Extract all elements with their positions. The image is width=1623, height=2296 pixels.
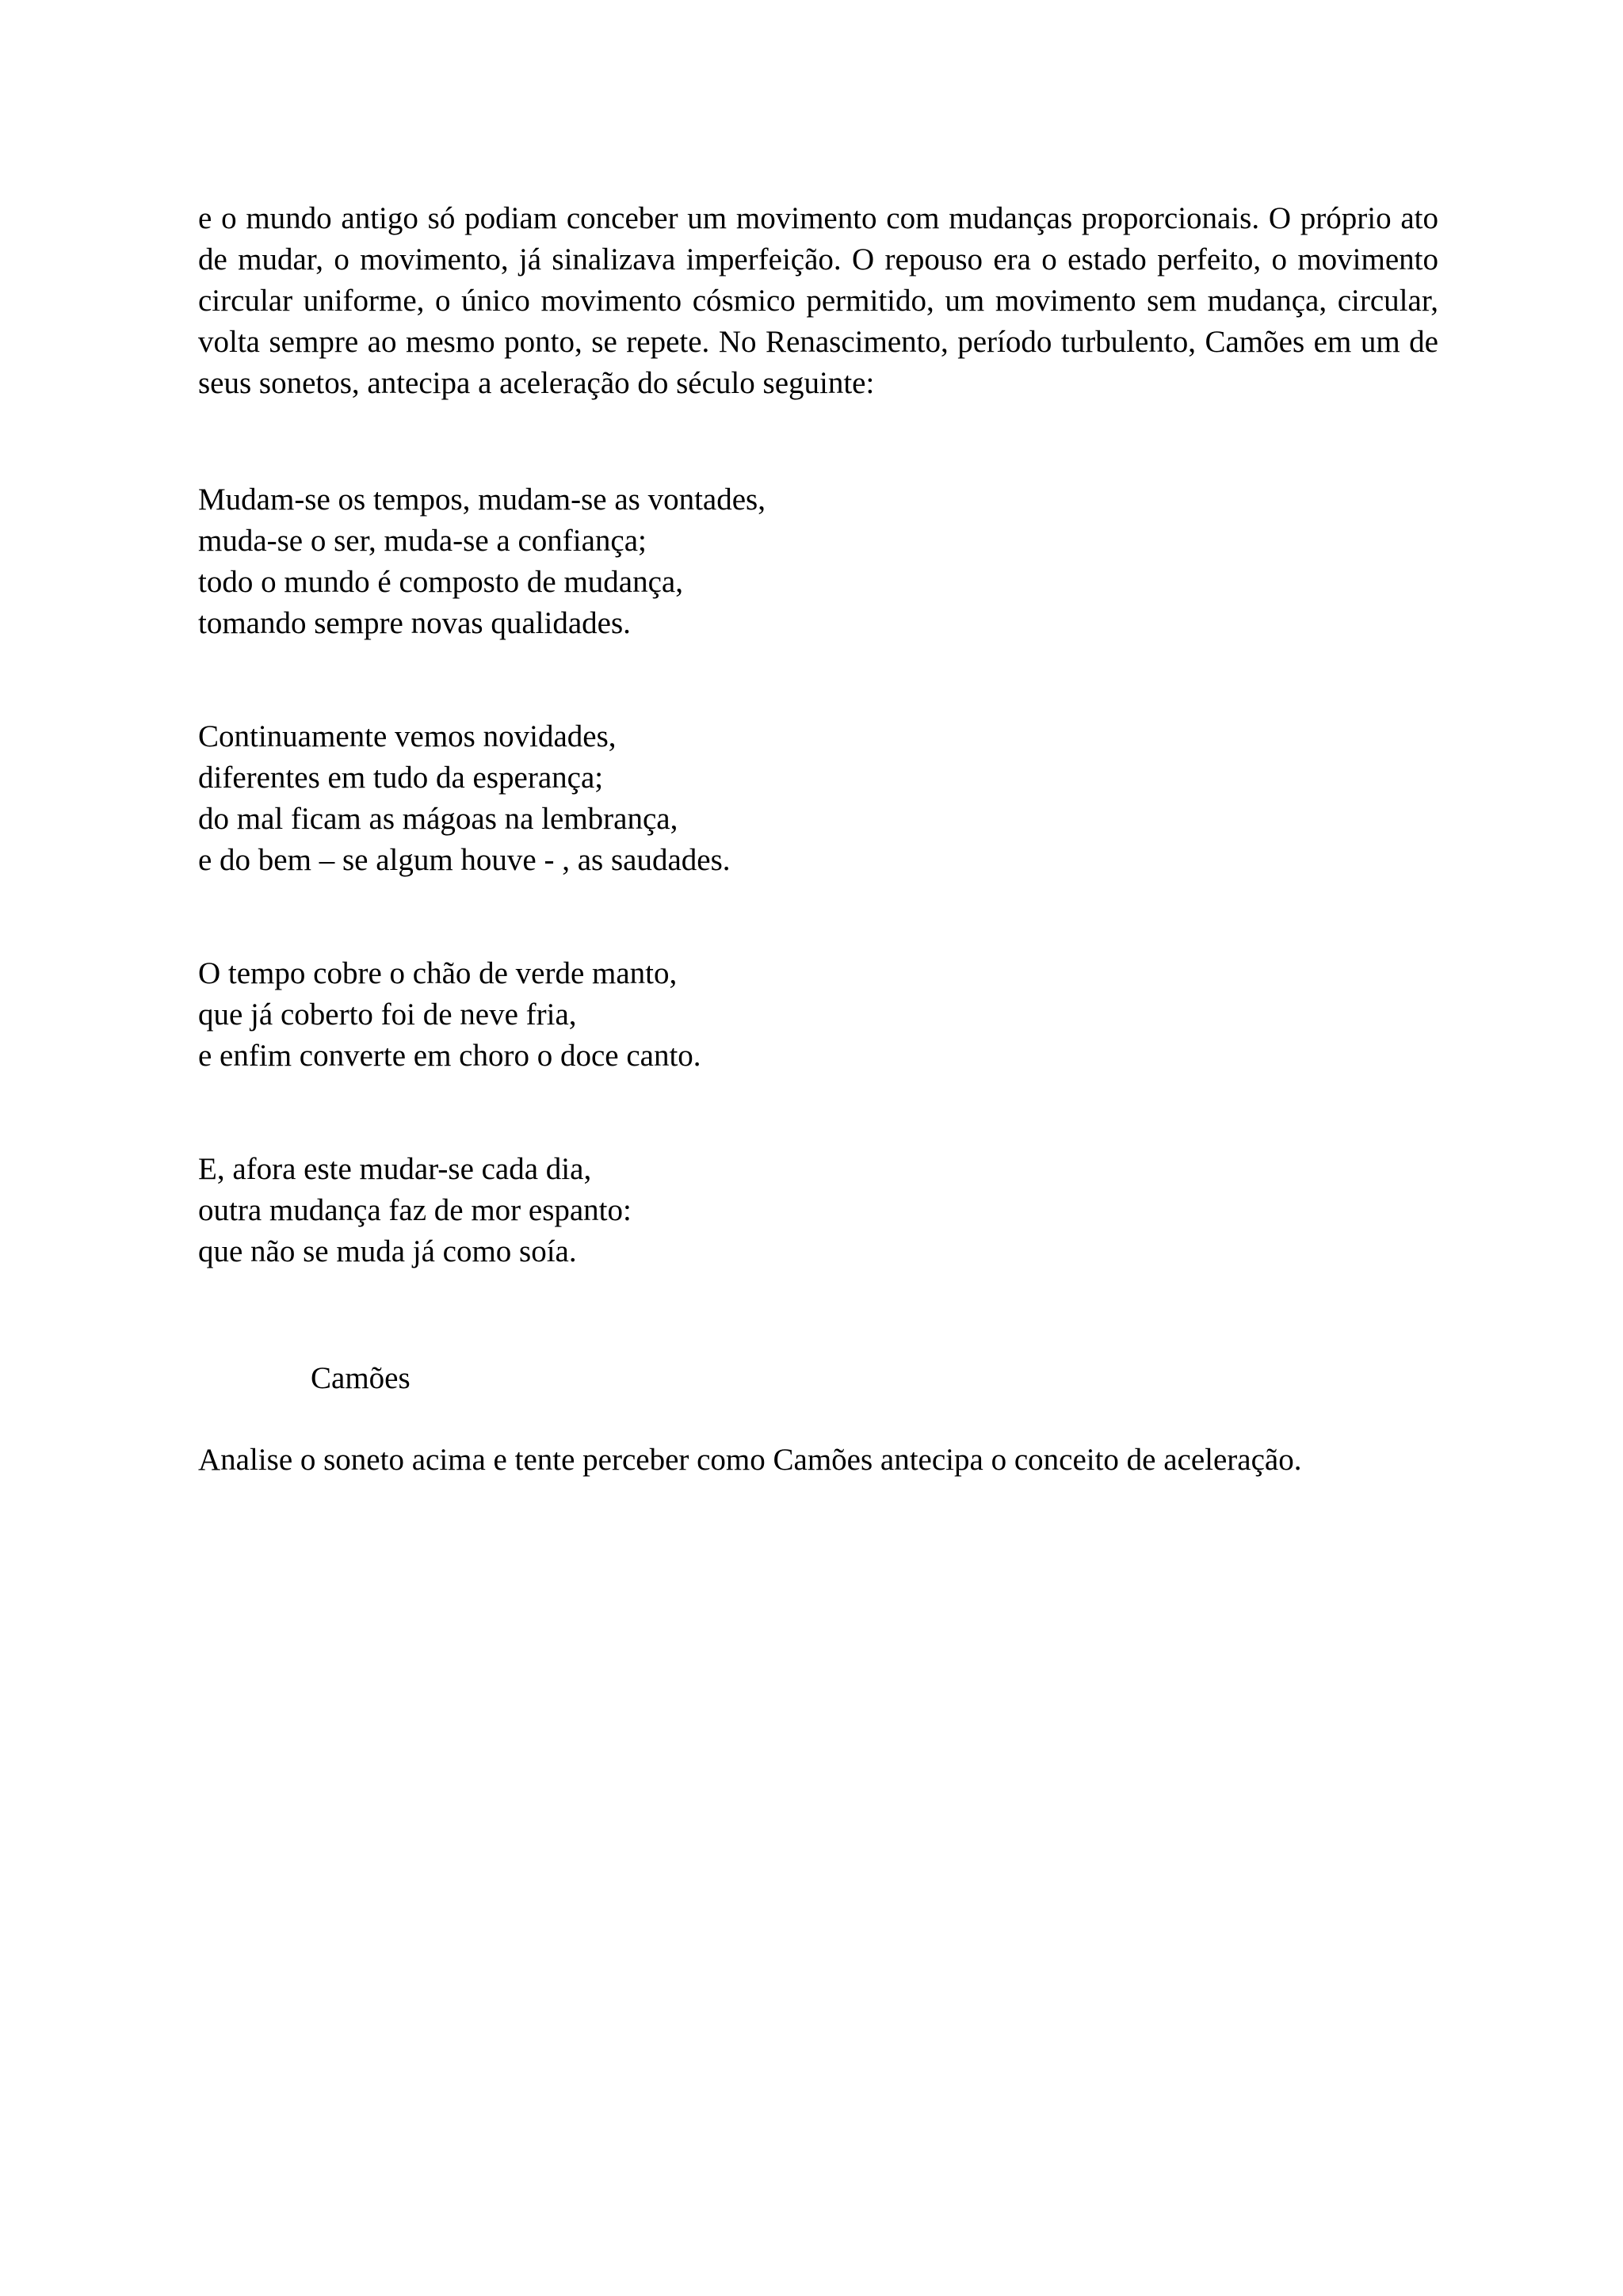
sonnet-stanza-4	[198, 1149, 632, 1272]
intro-line: circular uniforme, o único movimento cósmico permitido, um movimento sem mudança, circular,	[198, 284, 1438, 318]
sonnet-stanza-2	[198, 716, 731, 881]
verse-line: que não se muda já como soía.	[198, 1234, 577, 1268]
sonnet-author: Camões	[311, 1361, 411, 1395]
exercise-prompt: Analise o soneto acima e tente perceber como Camões antecipa o conceito de aceleração.	[198, 1443, 1302, 1477]
intro-line: de mudar, o movimento, já sinalizava imperfeição. O repouso era o estado perfeito, o movimento	[198, 242, 1438, 277]
verse-line: diferentes em tudo da esperança;	[198, 761, 604, 795]
verse-line: outra mudança faz de mor espanto:	[198, 1193, 632, 1227]
intro-line: seus sonetos, antecipa a aceleração do século seguinte:	[198, 366, 875, 400]
verse-line: e do bem – se algum houve - , as saudades.	[198, 843, 731, 877]
verse-line: Mudam-se os tempos, mudam-se as vontades,	[198, 482, 766, 517]
verse-line: e enfim converte em choro o doce canto.	[198, 1039, 701, 1073]
intro-line: volta sempre ao mesmo ponto, se repete. No Renascimento, período turbulento, Camões em um de	[198, 325, 1438, 359]
verse-line: do mal ficam as mágoas na lembrança,	[198, 802, 678, 836]
verse-line: todo o mundo é composto de mudança,	[198, 565, 683, 599]
verse-line: tomando sempre novas qualidades.	[198, 606, 631, 640]
verse-line: que já coberto foi de neve fria,	[198, 997, 577, 1032]
verse-line: Continuamente vemos novidades,	[198, 719, 617, 753]
intro-line: e o mundo antigo só podiam conceber um movimento com mudanças proporcionais. O próprio ato	[198, 201, 1438, 235]
verse-line: E, afora este mudar-se cada dia,	[198, 1152, 592, 1186]
verse-line: muda-se o ser, muda-se a confiança;	[198, 524, 647, 558]
intro-paragraph	[198, 198, 1438, 404]
sonnet-stanza-3	[198, 953, 701, 1077]
verse-line: O tempo cobre o chão de verde manto,	[198, 956, 678, 990]
sonnet-stanza-1	[198, 479, 766, 644]
